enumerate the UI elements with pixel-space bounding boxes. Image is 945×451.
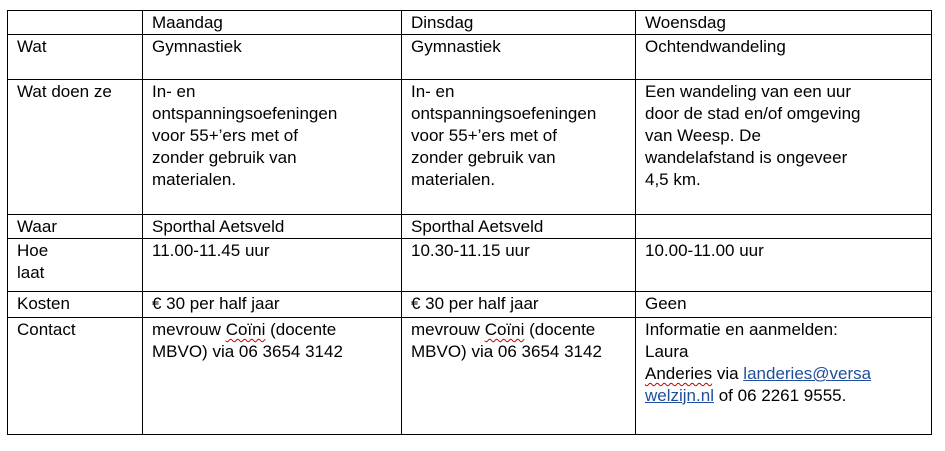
cell-tijd-dinsdag: 10.30-11.15 uur	[402, 239, 636, 292]
text-segment: mevrouw	[152, 320, 226, 339]
cell-kosten-maandag: € 30 per half jaar	[143, 292, 402, 318]
activity-schedule-table	[7, 10, 932, 435]
text-line: 4,5 km.	[645, 170, 701, 189]
contact-line	[411, 319, 629, 341]
contact-line: Informatie en aanmelden:	[645, 320, 838, 339]
text-line: voor 55+’ers met of	[152, 126, 298, 145]
row-hoe-laat	[8, 239, 932, 292]
row-contact	[8, 318, 932, 435]
row-label-hoe-laat	[8, 239, 143, 292]
header-row	[8, 11, 932, 35]
text-line: van Weesp. De	[645, 126, 761, 145]
cell-doen-woensdag	[636, 80, 932, 215]
text-segment: of 06 2261 9555.	[713, 386, 847, 405]
cell-doen-dinsdag	[402, 80, 636, 215]
cell-kosten-woensdag: Geen	[636, 292, 932, 318]
text-segment: (docente	[524, 320, 596, 339]
row-label-wat: Wat	[8, 35, 143, 80]
header-dinsdag: Dinsdag	[402, 11, 636, 35]
cell-doen-maandag	[143, 80, 402, 215]
label-line: laat	[17, 263, 45, 282]
cell-contact-woensdag	[636, 318, 932, 435]
text-line: In- en	[411, 82, 455, 101]
text-segment: (docente	[265, 320, 337, 339]
cell-contact-dinsdag	[402, 318, 636, 435]
cell-waar-dinsdag: Sporthal Aetsveld	[402, 215, 636, 239]
text-line: In- en	[152, 82, 196, 101]
header-maandag: Maandag	[143, 11, 402, 35]
contact-line: MBVO) via 06 3654 3142	[152, 342, 343, 361]
cell-contact-maandag	[143, 318, 402, 435]
text-line: Een wandeling van een uur	[645, 82, 852, 101]
text-line: voor 55+’ers met of	[411, 126, 557, 145]
contact-line: Laura	[645, 342, 689, 361]
text-line: ontspanningsoefeningen	[411, 104, 597, 123]
cell-wat-maandag: Gymnastiek	[143, 35, 402, 80]
row-label-contact: Contact	[8, 318, 143, 435]
text-line: door de stad en/of omgeving	[645, 104, 861, 123]
row-label-waar: Waar	[8, 215, 143, 239]
header-corner-cell	[8, 11, 143, 35]
cell-wat-dinsdag: Gymnastiek	[402, 35, 636, 80]
row-label-wat-doen-ze: Wat doen ze	[8, 80, 143, 215]
text-line: wandelafstand is ongeveer	[645, 148, 848, 167]
text-line: materialen.	[152, 170, 237, 189]
spellcheck-name: Anderies	[645, 364, 713, 383]
row-kosten	[8, 292, 932, 318]
text-line: zonder gebruik van	[411, 148, 556, 167]
label-line: Hoe	[17, 241, 49, 260]
row-waar	[8, 215, 932, 239]
spellcheck-name: Coïni	[484, 320, 525, 339]
cell-kosten-dinsdag: € 30 per half jaar	[402, 292, 636, 318]
cell-waar-woensdag	[636, 215, 932, 239]
contact-line	[645, 385, 925, 407]
row-wat-doen-ze	[8, 80, 932, 215]
cell-tijd-maandag: 11.00-11.45 uur	[143, 239, 402, 292]
email-link[interactable]: landeries@versa	[743, 364, 872, 383]
spellcheck-name: Coïni	[225, 320, 266, 339]
row-label-kosten: Kosten	[8, 292, 143, 318]
cell-waar-maandag: Sporthal Aetsveld	[143, 215, 402, 239]
row-wat	[8, 35, 932, 80]
cell-wat-woensdag: Ochtendwandeling	[636, 35, 932, 80]
text-line: zonder gebruik van	[152, 148, 297, 167]
text-segment: mevrouw	[411, 320, 485, 339]
text-segment: via	[712, 364, 744, 383]
email-link[interactable]: welzijn.nl	[645, 386, 714, 405]
text-line: materialen.	[411, 170, 496, 189]
contact-line	[152, 319, 395, 341]
text-line: ontspanningsoefeningen	[152, 104, 338, 123]
contact-line	[645, 363, 925, 385]
header-woensdag: Woensdag	[636, 11, 932, 35]
contact-line: MBVO) via 06 3654 3142	[411, 342, 602, 361]
cell-tijd-woensdag: 10.00-11.00 uur	[636, 239, 932, 292]
